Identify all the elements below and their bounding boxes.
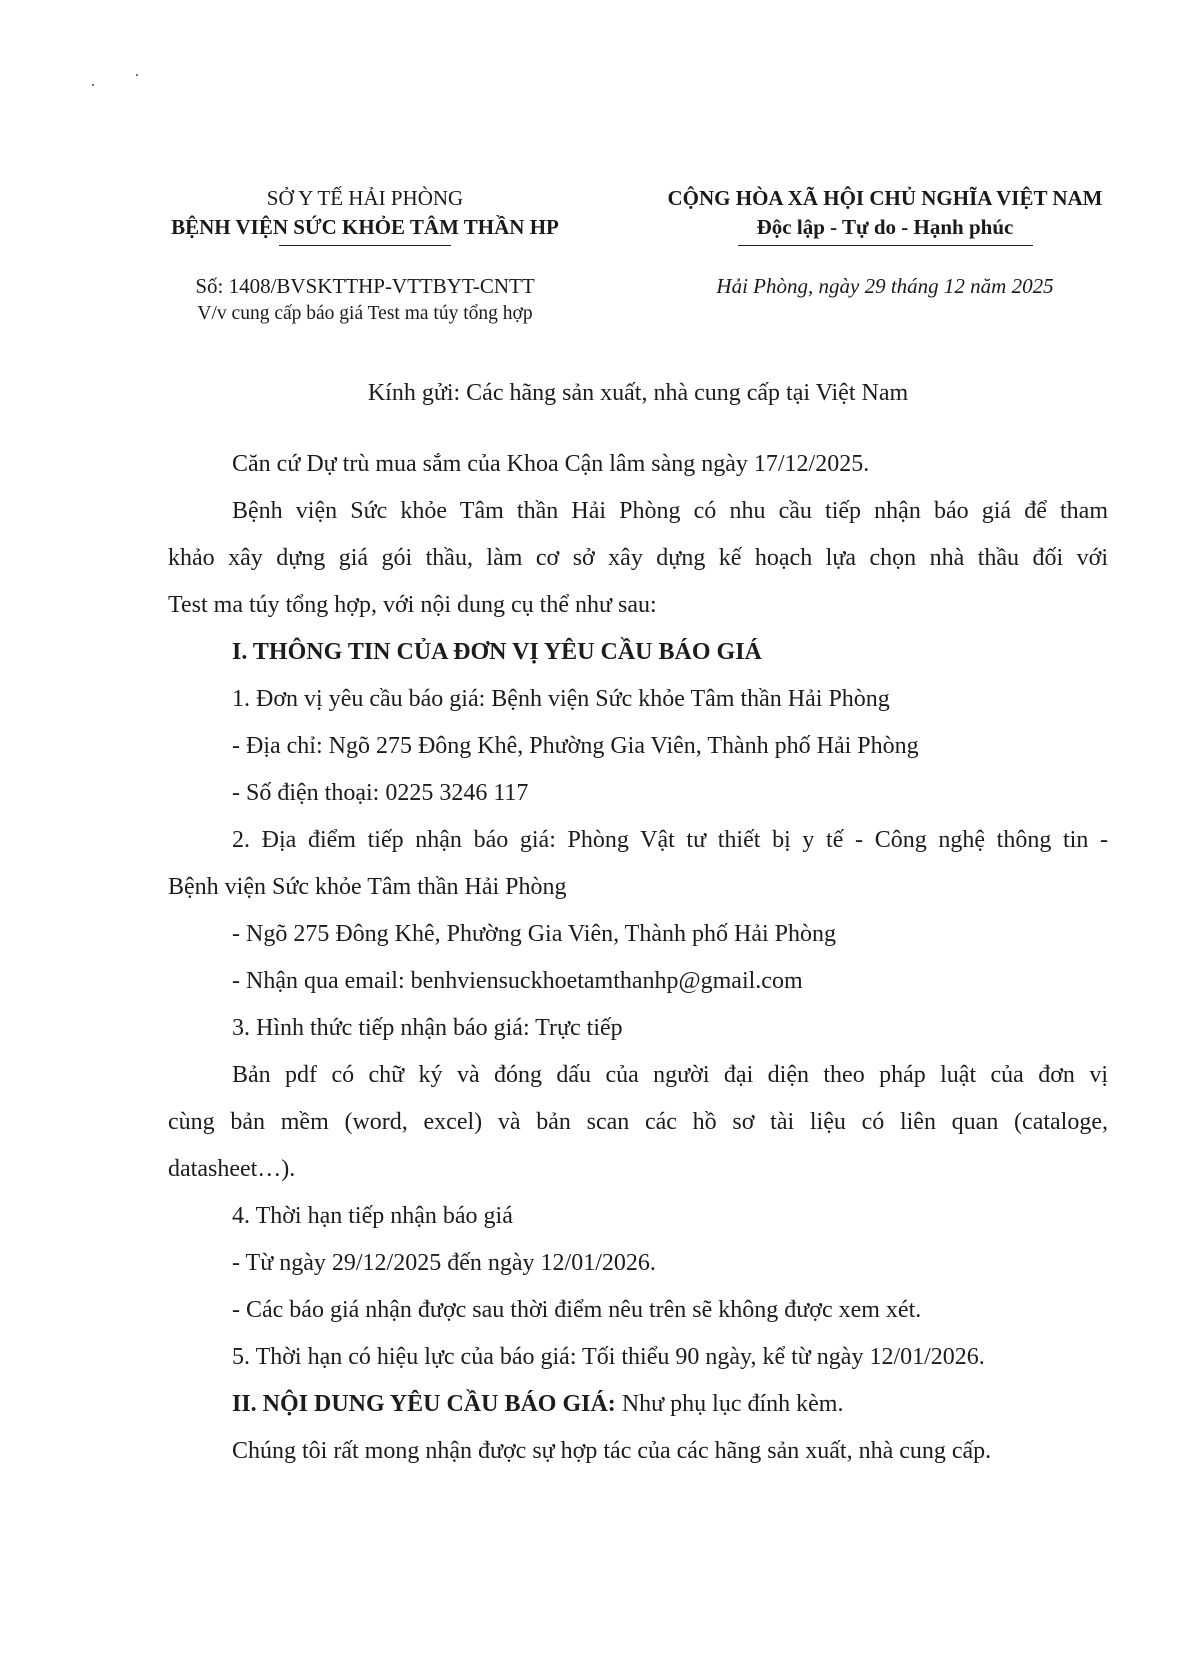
- receiving-location-cont: Bệnh viện Sức khỏe Tâm thần Hải Phòng: [168, 874, 567, 900]
- basis-paragraph: Căn cứ Dự trù mua sắm của Khoa Cận lâm sàng ngày 17/12/2025.: [232, 451, 870, 477]
- deadline-heading: 4. Thời hạn tiếp nhận báo giá: [232, 1203, 513, 1229]
- section-1-heading: I. THÔNG TIN CỦA ĐƠN VỊ YÊU CẦU BÁO GIÁ: [232, 639, 762, 665]
- department-name: SỞ Y TẾ HẢI PHÒNG: [266, 186, 464, 210]
- national-header-block: [600, 184, 1170, 246]
- document-number: Số: 1408/BVSKTTHP-VTTBYT-CNTT: [195, 274, 535, 298]
- intro-line: khảo xây dựng giá gói thầu, làm cơ sở xây dựng kế hoạch lựa chọn nhà thầu đối với: [168, 545, 1108, 571]
- intro-line: Bệnh viện Sức khỏe Tâm thần Hải Phòng có nhu cầu tiếp nhận báo giá để tham: [232, 498, 1108, 524]
- section-2-text: Như phụ lục đính kèm.: [615, 1391, 844, 1417]
- section-2-line: [168, 1381, 1108, 1428]
- deadline-note: - Các báo giá nhận được sau thời điểm nêu trên sẽ không được xem xét.: [232, 1297, 922, 1323]
- receiving-email: - Nhận qua email: benhviensuckhoetamthanhp@gmail.com: [232, 968, 803, 994]
- method-detail-line: cùng bản mềm (word, excel) và bản scan các hồ sơ tài liệu có liên quan (cataloge,: [168, 1109, 1108, 1135]
- scan-speck: [92, 84, 94, 86]
- receiving-location: 2. Địa điểm tiếp nhận báo giá: Phòng Vật tư thiết bị y tế - Công nghệ thông tin -: [232, 827, 1108, 853]
- closing-sentence: Chúng tôi rất mong nhận được sự hợp tác của các hãng sản xuất, nhà cung cấp.: [232, 1438, 992, 1464]
- hospital-name: BỆNH VIỆN SỨC KHỎE TÂM THẦN HP: [171, 215, 559, 239]
- deadline-range: - Từ ngày 29/12/2025 đến ngày 12/01/2026.: [232, 1250, 656, 1276]
- intro-line: Test ma túy tổng hợp, với nội dung cụ thể như sau:: [168, 592, 657, 618]
- motto-underline: [738, 245, 1033, 246]
- salutation: Kính gửi: Các hãng sản xuất, nhà cung cấp tại Việt Nam: [367, 380, 909, 406]
- reference-block: [110, 272, 620, 327]
- method-detail-line: Bản pdf có chữ ký và đóng dấu của người đại diện theo pháp luật của đơn vị: [232, 1062, 1108, 1088]
- letter-body: [168, 370, 1108, 1475]
- national-title: CỘNG HÒA XÃ HỘI CHỦ NGHĨA VIỆT NAM: [667, 186, 1103, 210]
- requesting-unit: 1. Đơn vị yêu cầu báo giá: Bệnh viện Sức khỏe Tâm thần Hải Phòng: [232, 686, 890, 712]
- authority-underline: [279, 245, 451, 246]
- unit-address: - Địa chỉ: Ngõ 275 Đông Khê, Phường Gia Viên, Thành phố Hải Phòng: [232, 733, 919, 759]
- unit-phone: - Số điện thoại: 0225 3246 117: [232, 780, 529, 806]
- receiving-address: - Ngõ 275 Đông Khê, Phường Gia Viên, Thành phố Hải Phòng: [232, 921, 836, 947]
- national-motto: Độc lập - Tự do - Hạnh phúc: [756, 215, 1014, 239]
- method-detail-line: datasheet…).: [168, 1156, 296, 1182]
- document-subject: V/v cung cấp báo giá Test ma túy tổng hợp: [197, 303, 533, 324]
- place-date: Hải Phòng, ngày 29 tháng 12 năm 2025: [716, 274, 1054, 298]
- validity-period: 5. Thời hạn có hiệu lực của báo giá: Tối thiểu 90 ngày, kể từ ngày 12/01/2026.: [232, 1344, 985, 1370]
- receiving-method: 3. Hình thức tiếp nhận báo giá: Trực tiếp: [232, 1015, 623, 1041]
- scan-speck: [136, 74, 138, 76]
- section-2-heading: II. NỘI DUNG YÊU CẦU BÁO GIÁ:: [232, 1391, 616, 1417]
- issuing-authority-block: [110, 184, 620, 246]
